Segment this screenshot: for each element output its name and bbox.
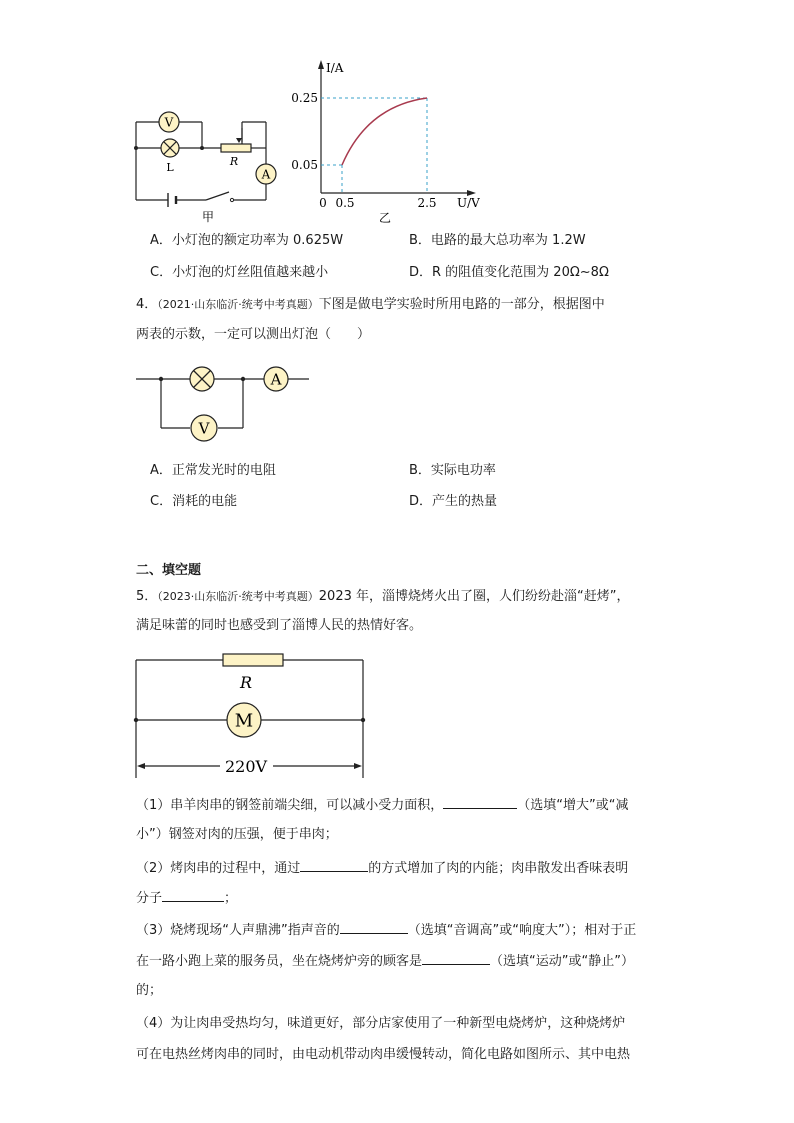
dashed-guides bbox=[321, 98, 427, 193]
q4-number: 4． bbox=[136, 297, 158, 312]
q4-circuit-figure bbox=[136, 362, 316, 444]
q5-sub3-text-d: （选填“运动”或“静止”） bbox=[490, 954, 634, 969]
q5-sub1-line2: 小”）钢签对肉的压强，便于串肉； bbox=[136, 827, 338, 842]
circuit-figure-jia bbox=[126, 100, 286, 225]
x-tick-2.5: 2.5 bbox=[417, 196, 437, 210]
lamp-icon bbox=[190, 367, 214, 391]
q4-option-a: A．正常发光时的电阻 bbox=[150, 463, 276, 478]
figure-caption-yi: 乙 bbox=[378, 211, 392, 225]
resistor-icon bbox=[223, 654, 283, 666]
ammeter-icon bbox=[264, 367, 288, 391]
q5-sub2-text-c: 分子 bbox=[136, 891, 163, 906]
q5-sub2-line1 bbox=[136, 858, 628, 878]
q5-circuit-figure bbox=[126, 648, 376, 780]
voltmeter-label: V bbox=[164, 115, 174, 130]
q5-sub2-text-d: ； bbox=[224, 891, 238, 906]
q5-number: 5． bbox=[136, 589, 158, 604]
answer-blank-4[interactable] bbox=[340, 920, 408, 934]
q5-resistor-label: R bbox=[239, 673, 253, 692]
q5-sub3-text-a: （3）烧烤现场“人声鼎沸”指声音的 bbox=[136, 923, 340, 938]
q4-stem-line2: 两表的示数，一定可以测出灯泡（ ） bbox=[136, 327, 371, 342]
q4-option-d: D．产生的热量 bbox=[409, 494, 498, 509]
q5-sub2-text-a: （2）烤肉串的过程中，通过 bbox=[136, 861, 301, 876]
q5-sub3-line1 bbox=[136, 920, 636, 940]
q5-sub3-text-b: （选填“音调高”或“响度大”）；相对于正 bbox=[407, 923, 637, 938]
rheostat-icon bbox=[221, 138, 251, 152]
ammeter-icon bbox=[256, 164, 276, 184]
answer-blank-1[interactable] bbox=[443, 795, 517, 809]
q4-voltmeter-label: V bbox=[198, 419, 210, 438]
ammeter-label: A bbox=[261, 167, 271, 182]
y-axis-label: I/A bbox=[326, 61, 344, 75]
q5-motor-label: M bbox=[234, 710, 254, 732]
q4-stem-line1 bbox=[136, 296, 605, 314]
q4-source: （2021·山东临沂·统考中考真题） bbox=[157, 298, 319, 311]
q5-sub3-text-c: 在一路小跑上菜的服务员，坐在烧烤炉旁的顾客是 bbox=[136, 954, 423, 969]
q5-sub1-line1 bbox=[136, 795, 629, 815]
q3-option-b: B．电路的最大总功率为 1.2W bbox=[409, 233, 586, 248]
rheostat-label: R bbox=[229, 155, 239, 168]
q5-voltage-label: 220V bbox=[224, 757, 268, 776]
q5-sub3-line3: 的； bbox=[136, 983, 163, 998]
voltmeter-icon bbox=[191, 415, 217, 441]
answer-blank-5[interactable] bbox=[422, 951, 490, 965]
x-tick-0.5: 0.5 bbox=[335, 196, 355, 210]
q5-sub2-text-b: 的方式增加了肉的内能；肉串散发出香味表明 bbox=[368, 861, 629, 876]
voltmeter-icon bbox=[159, 112, 179, 132]
q5-stem-line2: 满足味蕾的同时也感受到了淄博人民的热情好客。 bbox=[136, 618, 423, 633]
y-tick-0.05: 0.05 bbox=[291, 158, 318, 172]
x-tick-0: 0 bbox=[319, 196, 327, 210]
iu-graph-yi bbox=[290, 55, 500, 225]
q5-stem-line1 bbox=[136, 588, 629, 606]
y-tick-0.25: 0.25 bbox=[291, 91, 318, 105]
lamp-label: L bbox=[166, 161, 174, 174]
q4-option-c: C．消耗的电能 bbox=[150, 494, 238, 509]
motor-icon bbox=[227, 703, 261, 737]
q5-source: （2023·山东临沂·统考中考真题） bbox=[157, 590, 319, 603]
q5-sub4-line2: 可在电热丝烤肉串的同时，由电动机带动肉串缓慢转动，简化电路如图所示、其中电热 bbox=[136, 1047, 631, 1062]
q3-option-d: D．R 的阻值变化范围为 20Ω~8Ω bbox=[409, 265, 609, 280]
q3-option-a: A．小灯泡的额定功率为 0.625W bbox=[150, 233, 344, 248]
q5-sub4-line1: （4）为让肉串受热均匀，味道更好，部分店家使用了一种新型电烧烤炉，这种烧烤炉 bbox=[136, 1016, 626, 1031]
q4-stem-text: 下图是做电学实验时所用电路的一部分，根据图中 bbox=[318, 297, 605, 312]
answer-blank-3[interactable] bbox=[162, 888, 224, 902]
figure-caption-jia: 甲 bbox=[201, 210, 215, 224]
iu-curve bbox=[342, 98, 427, 165]
q5-sub1-text-a: （1）串羊肉串的钢签前端尖细，可以减小受力面积， bbox=[136, 798, 444, 813]
lamp-icon bbox=[161, 139, 179, 157]
q5-stem-text: 2023 年，淄博烧烤火出了圈，人们纷纷赴淄“赶烤”， bbox=[318, 589, 630, 604]
q4-ammeter-label: A bbox=[270, 370, 282, 389]
q3-option-c: C．小灯泡的灯丝阻值越来越小 bbox=[150, 265, 329, 280]
answer-blank-2[interactable] bbox=[300, 858, 368, 872]
x-axis-label: U/V bbox=[457, 196, 480, 210]
section-title-fill-in: 二、填空题 bbox=[136, 563, 202, 578]
q5-sub2-line2 bbox=[136, 888, 237, 908]
q5-sub3-line2 bbox=[136, 951, 634, 971]
q4-option-b: B．实际电功率 bbox=[409, 463, 496, 478]
q5-sub1-text-b: （选填“增大”或“减 bbox=[517, 798, 629, 813]
